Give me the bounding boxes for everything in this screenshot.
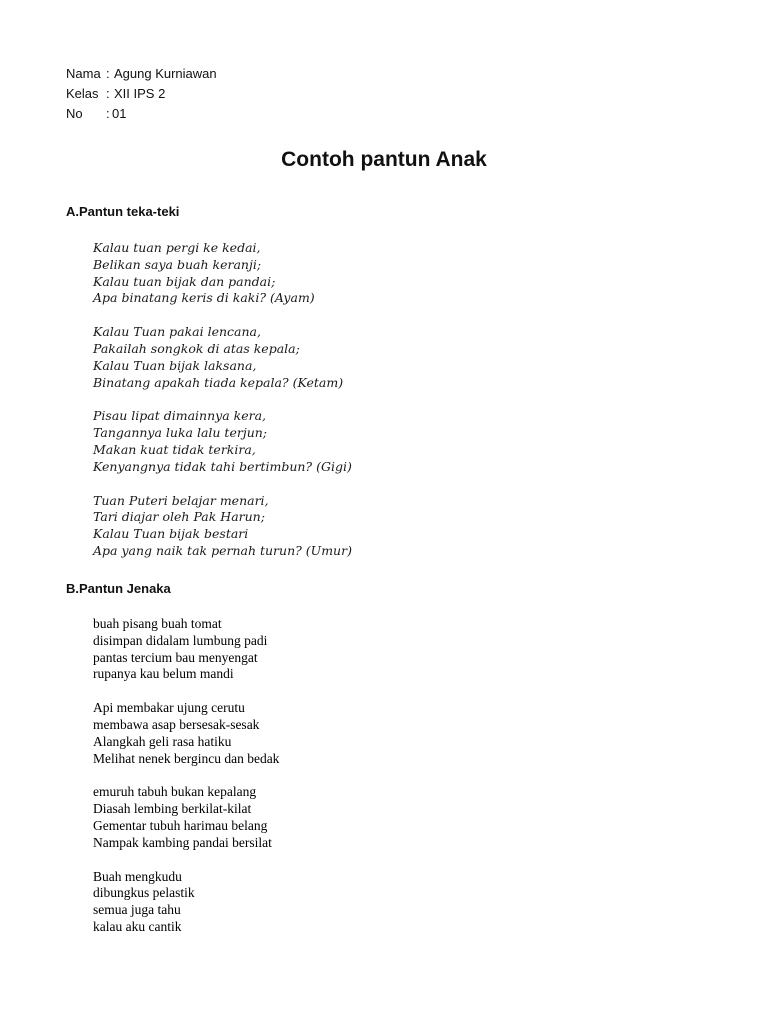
verse-line: Api membakar ujung cerutu xyxy=(93,700,245,716)
student-info xyxy=(66,64,217,124)
stanza xyxy=(93,324,352,391)
verse-line: Melihat nenek bergincu dan bedak xyxy=(93,750,280,766)
verse-line: Kalau Tuan bijak bestari xyxy=(93,526,249,542)
verse-line: Tuan Puteri belajar menari, xyxy=(93,492,269,508)
verse-line: Kalau Tuan bijak laksana, xyxy=(93,357,257,373)
stanza xyxy=(93,869,279,936)
document-title: Contoh pantun Anak xyxy=(281,148,487,171)
verse-line: disimpan didalam lumbung padi xyxy=(93,632,268,648)
verse-line: buah pisang buah tomat xyxy=(93,616,222,631)
name-label: Nama xyxy=(66,66,101,81)
verse-line: Buah mengkudu xyxy=(93,868,182,884)
verse-line: dibungkus pelastik xyxy=(93,885,195,901)
verse-line: emuruh tabuh bukan kepalang xyxy=(93,784,257,800)
verse-line: Kalau Tuan pakai lencana, xyxy=(93,324,261,340)
verse-line: Apa binatang keris di kaki? (Ayam) xyxy=(93,290,315,306)
verse-line: Tari diajar oleh Pak Harun; xyxy=(93,509,265,525)
student-number-row: No : 01 xyxy=(66,104,217,124)
number-value: 01 xyxy=(112,106,127,121)
verse-line: Kalau tuan pergi ke kedai, xyxy=(93,240,261,255)
verse-line: Kalau tuan bijak dan pandai; xyxy=(93,273,276,289)
verse-line: Kenyangnya tidak tahi bertimbun? (Gigi) xyxy=(93,458,352,474)
verse-line: Pakailah songkok di atas kepala; xyxy=(93,340,300,356)
verse-line: Diasah lembing berkilat-kilat xyxy=(93,801,252,817)
verse-line: kalau aku cantik xyxy=(93,918,182,934)
stanza xyxy=(93,493,352,560)
verse-line: Belikan saya buah keranji; xyxy=(93,256,262,272)
stanza xyxy=(93,408,352,475)
verse-line: Makan kuat tidak terkira, xyxy=(93,441,256,457)
verse-line: semua juga tahu xyxy=(93,902,181,918)
student-name-row: Nama : Agung Kurniawan xyxy=(66,64,217,84)
verse-line: Tangannya luka lalu terjun; xyxy=(93,425,268,441)
section-b-heading: B.Pantun Jenaka xyxy=(66,581,171,596)
name-value: Agung Kurniawan xyxy=(114,66,217,81)
section-b-verses xyxy=(93,616,279,936)
verse-line: membawa asap bersesak-sesak xyxy=(93,716,260,732)
stanza xyxy=(93,784,279,851)
class-value: XII IPS 2 xyxy=(114,86,166,101)
section-a-verses xyxy=(93,240,352,560)
stanza xyxy=(93,240,352,307)
verse-line: pantas tercium bau menyengat xyxy=(93,649,258,665)
section-a-heading: A.Pantun teka-teki xyxy=(66,204,180,219)
verse-line: Alangkah geli rasa hatiku xyxy=(93,733,232,749)
verse-line: Pisau lipat dimainnya kera, xyxy=(93,408,267,424)
verse-line: Binatang apakah tiada kepala? (Ketam) xyxy=(93,374,344,390)
verse-line: Apa yang naik tak pernah turun? (Umur) xyxy=(93,542,352,558)
class-label: Kelas xyxy=(66,86,99,101)
stanza xyxy=(93,700,279,767)
stanza xyxy=(93,616,279,683)
verse-line: Nampak kambing pandai bersilat xyxy=(93,834,272,850)
verse-line: Gementar tubuh harimau belang xyxy=(93,817,268,833)
verse-line: rupanya kau belum mandi xyxy=(93,666,234,682)
number-label: No xyxy=(66,106,83,121)
student-class-row: Kelas : XII IPS 2 xyxy=(66,84,217,104)
